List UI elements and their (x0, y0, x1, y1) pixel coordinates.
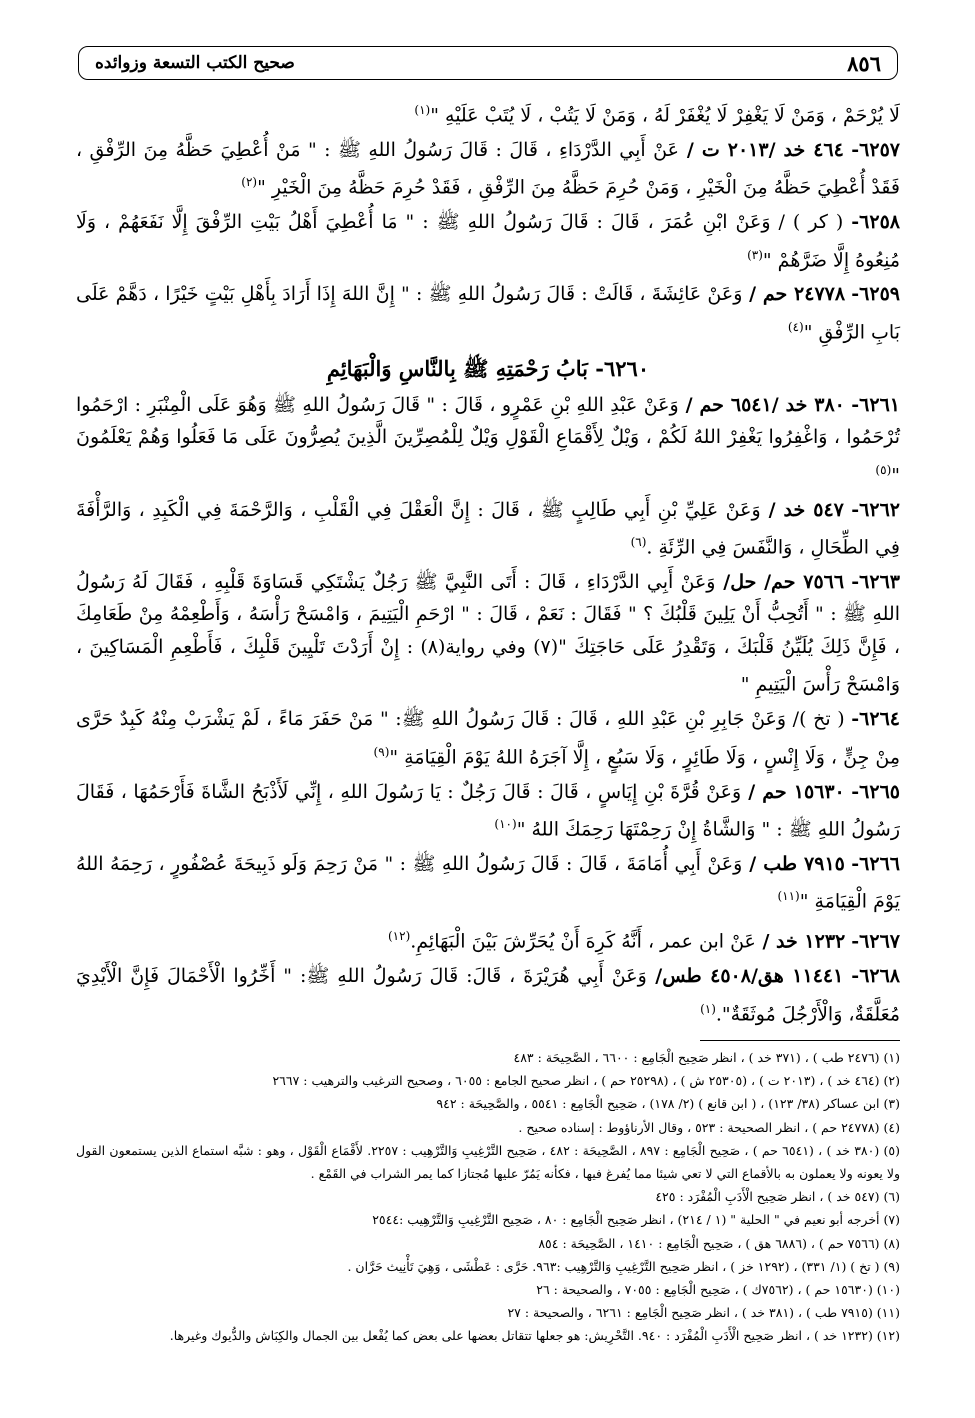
footnote: (٥) (٣٨٠ خد ) ، (٦٥٤١ حم ) ، صَحِيح الْجَامِع : ٨٩٧ ، الصَّحِيحَة : ٤٨٢ ، صَحِيح التَّرْغِيبِ وَالتَّرْهِيب : ٢٢٥٧. لأَقْمَاع الْقَوْل ، وهو : شبَّه استماع الذين يستمعون القول ولا يعونه ولا يعملون به بالأقماع التي لا تعي شيئا مما يُفرغ فيها ، فكأنه يَمُرّ عليها مُجتازا كما يمر الشراب في القَمْع . (76, 1142, 900, 1182)
hadith-number: ٦٢٦٨- (851, 965, 901, 988)
footnote: (٧) أخرجه أبو نعيم في " الحلية " (١ / ٢١٤) ، انظر صَحِيح الْجَامِع : ٨٠ ، صَحِيح التَّرْغِيبِ وَالتَّرْهِيب :٢٥٤٤ (372, 1212, 900, 1228)
footnote: (٩) ( تخ ) (١/ ٣٣١) ، (١٢٩٢ خز ) ، انظر صَحِيح التَّرْغِيبِ وَالتَّرْهِيب :٩٦٣. حَرَّى : عَطْشَى ، وَهِيَ تَأْنِيث حَرَّان . (347, 1258, 900, 1274)
hadith-source: ٤٦٤ خد /٢٠١٣ ت / (678, 138, 844, 161)
footnote: (١) (٢٤٧٦ طب ) ، (٣٧١ خد ) ، انظر صَحِيح الْجَامِع : ٦٦٠٠ ، الصَّحِيحَة : ٤٨٣ (513, 1050, 900, 1065)
hadith-source: ٢٤٧٧٨ حم / (742, 283, 846, 306)
hadith-paragraph: لَا يُرْحَمْ ، وَمَنْ لَا يَغْفِرْ لَا يُغْفَرْ لَهُ ، وَمَنْ لَا يَتُبْ ، لَا يُتَبْ عَلَيْهِ "$^{(١)}$ (414, 103, 900, 127)
footnote: (٤) (٢٤٧٧٨ حم ) ، انظر الصحيحة : ٥٢٣ ، وقال الأرناؤوط : إسناده صحيح . (518, 1119, 900, 1135)
hadith-source: ( تخ )/ (786, 708, 845, 731)
hadith-number: ٦٢٦٧- (851, 930, 900, 953)
hadith-paragraph: ٦٢٦١- ٣٨٠ خد /٦٥٤١ حم / وَعَنْ عَبْدِ اللهِ بْنِ عَمْرٍو ، قَالَ : " قَالَ رَسُولُ اللهِ ﷺ وَهُوَ عَلَى الْمِنْبَرِ : ارْحَمُوا تُرْحَمُوا ، وَاغْفِرُوا يَغْفِرْ اللهُ لَكُمْ ، وَيْلٌ لِأَقْمَاعِ الْقَوْلِ وَيْلٌ لِلْمُصِرِّينَ الَّذِينَ يُصِرُّونَ عَلَى مَا فَعَلُوا وَهُمْ يَعْلَمُونَ "$^{(٥)}$ (76, 393, 900, 487)
hadith-number: ٦٢٥٨- (851, 211, 900, 234)
footnote-divider (700, 1040, 900, 1041)
footnote: (١٠) (١٥٦٣٠ حم ) ، (٧٥٦٢ك ) ، صَحِيح الْجَامِع : ٧٠٥٥ ، والصحيحة : ٢٦ (536, 1282, 900, 1298)
hadith-number: ٦٢٦٤- (851, 708, 900, 731)
footnote: (١١) (٧٩١٥ طب ) ، (٣٨١ خد ) ، انظر صَحِيح الْجَامِع : ٦٢٦١ ، والصحيحة : ٢٧ (507, 1305, 900, 1321)
hadith-number: ٦٢٦٦- (851, 852, 900, 875)
hadith-paragraph: ٦٢٦٥- ١٥٦٣٠ حم / وَعَنْ قُرَّةَ بْنِ إِيَاسٍ ، قَالَ : قَالَ رَجُلٌ : يَا رَسُولَ اللهِ ، إِنِّي لَأَذْبَحُ الشَّاةَ فَأَرْحَمُهَا ، فَقَالَ رَسُولُ اللهِ ﷺ : " وَالشَّاةُ إِنْ رَحِمْتَهَا رَحِمَكَ اللهُ "$^{(١٠)}$ (76, 780, 900, 841)
hadith-number: ٦٢٥٧- (851, 138, 900, 161)
hadith-paragraph: ٦٢٦٦- ٧٩١٥ طب / وَعَنْ أَبِي أُمَامَةَ ، قَالَ : قَالَ رَسُولُ اللهِ ﷺ : " مَنْ رَحِمَ وَلَو ذَبِيحَةَ عُصْفُورٍ ، رَحِمَهُ اللهُ يَوْمَ الْقِيَامَةِ "$^{(١١)}$ (76, 852, 900, 913)
hadith-number: ٦٢٥٩- (851, 283, 900, 306)
hadith-source: ٧٩١٥ طب / (742, 852, 845, 875)
hadith-source: ٣٨٠ خد /٦٥٤١ حم / (678, 393, 845, 416)
chapter-title: ٦٢٦٠- بَابُ رَحْمَتِهِ ﷺ بِالنَّاسِ وَالْبَهَائِمِ (326, 355, 650, 381)
hadith-paragraph: ٦٢٥٩- ٢٤٧٧٨ حم / وَعَنْ عَائِشَةَ ، قَالَتْ : قَالَ رَسُولُ اللهِ ﷺ : " إِنَّ اللهَ إِذَا أَرَادَ بِأَهْلِ بَيْتٍ خَيْرًا ، دَهَّمْ عَلَى بَابِ الرِّفْقِ "$^{(٤)}$ (76, 283, 900, 344)
footnote: (٣) ابن عساكر (٣٨/ ١٢٣) ، ( ابن قانع ) (٢/ ١٧٨) ، صَحِيح الْجَامِع : ٥٥٤١ ، والصَّحِيحَة : ٩٤٢ (436, 1096, 900, 1112)
hadith-source: ١٢٣٢ خد / (755, 930, 846, 953)
hadith-number: ٦٢٦٣- (851, 570, 900, 593)
footnotes (76, 1046, 900, 1348)
hadith-paragraph: ٦٢٦٢- ٥٤٧ خد / وَعَنْ عَلِيِّ بْنِ أَبِي طَالِبٍ ﷺ ، قَالَ : إِنَّ الْعَقْلَ فِي الْقَلْبِ ، وَالرَّحْمَةَ فِي الْكَبِدِ ، وَالرَّأْفَةَ فِي الطِّحَالِ ، وَالنَّفَسَ فِي الرِّئَةِ .$^{(٦)}$ (76, 498, 900, 559)
hadith-paragraph: ٦٢٦٧- ١٢٣٢ خد / عَنْ ابن عمر ، أَنَّهُ كَرِهَ أَنْ يُحَرِّشَ بَيْنَ الْبَهَائِمِ.$^{(١٢)}$ (387, 929, 900, 953)
footnote: (١٢) (١٢٣٢ خد ) ، انظر صَحِيح الْأَدَبِ الْمُفْرَد : ٩٤٠. التَّحْرِيش: هو جعلها تتقاتل بعضها على بعض كما يُفْعل بين الجمال والكِبَاش والدُّيوك وغيرها. (169, 1328, 900, 1344)
hadith-paragraph: ٦٢٥٧- ٤٦٤ خد /٢٠١٣ ت / عَنْ أَبِي الدَّرْدَاءِ ، قَالَ : قَالَ رَسُولُ اللهِ ﷺ : " مَنْ أُعْطِيَ حَظَّهُ مِنَ الرِّفْقِ ، فَقَدْ أُعْطِيَ حَظَّهُ مِنَ الْخَيْرِ ، وَمَنْ حُرِمَ حَظَّهُ مِنَ الرِّفْقِ ، فَقَدْ حُرِمَ حَظَّهُ مِنَ الْخَيْرِ "$^{(٢)}$ (76, 138, 900, 199)
page-header (78, 46, 898, 80)
page-number: ٨٥٦ (847, 50, 881, 76)
hadith-source: ٧٥٦٦ حم/ حل/ (715, 570, 845, 593)
hadith-paragraph: ٦٢٦٣- ٧٥٦٦ حم/ حل/ وَعَنْ أَبِي الدَّرْدَاءِ ، قَالَ : أَتَى النَّبِيَّ ﷺ رَجُلٌ يَشْتَكِي قَسَاوَةَ قَلْبِهِ ، فَقَالَ لَهُ رَسُولُ اللهِ ﷺ : " أَتُحِبُّ أَنْ يَلِينَ قَلْبُكَ ؟ " فَقَالَ : نَعَمْ ، قَالَ : " ارْحَمِ الْيَتِيمَ ، وَامْسَحْ رَأْسَهُ ، وَأَطْعِمْهُ مِنْ طَعَامِكَ ، فَإِنَّ ذَلِكَ يُلَيِّنُ قَلْبَكَ ، وَتَقْدِرُ عَلَى حَاجَتِكَ "(٧) وفي رواية(٨) : إِنْ أَرَدْتَ تَلْيِينَ قَلْبِكَ ، فَأَطْعِمِ الْمَسَاكِينَ ، وَامْسَحْ رَأْسَ الْيَتِيمِ " (76, 570, 901, 696)
hadith-number: ٦٢٦٥- (851, 780, 900, 803)
hadith-source: ( كر ) / (770, 211, 844, 234)
hadith-paragraph: ٦٢٥٨- ( كر ) / وَعَنْ ابْنِ عُمَرَ ، قَالَ : قَالَ رَسُولُ اللهِ ﷺ : " مَا أُعْطِيَ أَهْلُ بَيْتِ الرِّفْقَ إِلَّا نَفَعَهُمْ ، وَلَا مُنِعُوهُ إِلَّا ضَرَّهُمْ "$^{(٣)}$ (76, 211, 900, 271)
hadith-source: ٥٤٧ خد / (760, 498, 844, 521)
hadith-number: ٦٢٦١- (851, 393, 900, 416)
hadith-number: ٦٢٦٢- (851, 498, 900, 521)
book-title: صحيح الكتب التسعة وزوائده (95, 53, 295, 73)
hadith-paragraph: ٦٢٦٨- ١١٤٤١ هق/٤٥٠٨ طس/ وَعَنْ أَبِي هُرَيْرَةَ ، قَالَ: قَالَ رَسُولُ اللهِ ﷺ: " أَخِّرُوا الْأَحْمَالَ فَإِنَّ الْأَيْدِيَ مُعَلَّقَةٌ، وَالْأَرْجُلَ مُوثَقَةٌ".$^{(١)}$ (76, 965, 901, 1025)
footnote: (٢) (٤٦٤ خد ) ، (٢٠١٣ ت ) ، (٢٥٣٠٥ ش ) ، (٢٥٢٩٨ حم ) ، انظر صحيح الجامع : ٦٠٥٥ ، وصحيح الترغيب والترهيب : ٢٦٦٧ (272, 1073, 900, 1089)
hadith-source: ١١٤٤١ هق/٤٥٠٨ طس/ (646, 965, 844, 988)
hadith-paragraph: ٦٢٦٤- ( تخ )/ وَعَنْ جَابِرِ بْنِ عَبْدِ اللهِ ، قَالَ : قَالَ رَسُولُ اللهِ ﷺ: " مَنْ حَفَرَ مَاءً ، لَمْ يَشْرَبْ مِنْهُ كَبِدٌ حَرَّى مِنْ جِنٍّ ، وَلَا إِنْسٍ ، وَلَا طَائِرٍ ، وَلَا سَبُعٍ ، إِلَّا آجَرَهُ اللهُ يَوْمَ الْقِيَامَةِ "$^{(٩)}$ (76, 708, 900, 769)
main-text (76, 94, 900, 1032)
footnote: (٦) (٥٤٧ خد ) ، انظر صَحِيح الْأَدَبِ الْمُفْرَد : ٤٢٥ (655, 1189, 900, 1205)
footnote: (٨) (٧٥٦٦ حم ) ، (٦٨٨٦ هق ) ، صَحِيح الْجَامِع : ١٤١٠ ، الصَّحِيحَة : ٨٥٤ (538, 1235, 900, 1251)
hadith-source: ١٥٦٣٠ حم / (741, 780, 845, 803)
